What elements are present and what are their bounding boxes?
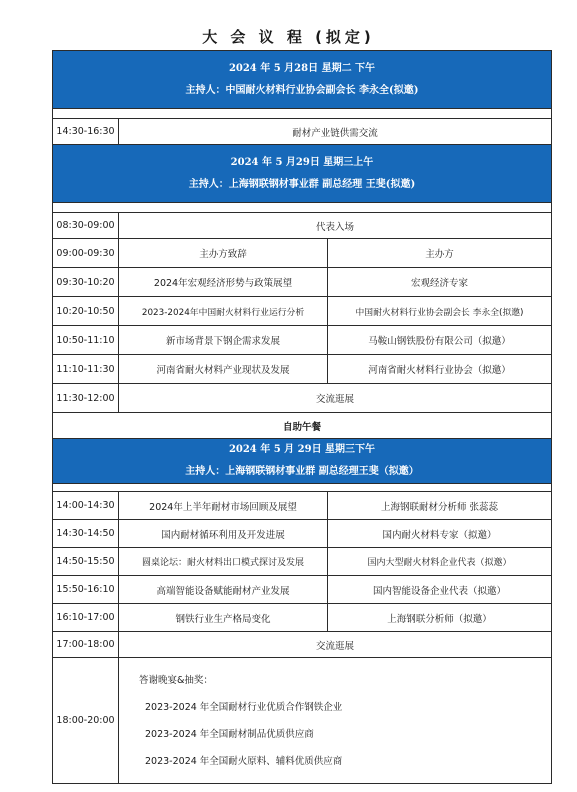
speaker-cell: 国内智能设备企业代表（拟邀） <box>328 576 552 604</box>
session-host: 主持人：中国耐火材料行业协会副会长 李永全(拟邀) <box>185 84 419 96</box>
agenda-row <box>53 548 552 576</box>
activity-cell: 耐材产业链供需交流 <box>119 119 552 145</box>
speaker-cell: 国内大型耐火材料企业代表（拟邀） <box>328 548 552 576</box>
speaker-cell: 马鞍山钢铁股份有限公司（拟邀） <box>328 326 552 355</box>
agenda-row <box>53 384 552 413</box>
topic-cell: 钢铁行业生产格局变化 <box>119 604 328 632</box>
topic-cell: 2024年上半年耐材市场回顾及展望 <box>119 492 328 520</box>
activity-cell: 代表入场 <box>119 213 552 239</box>
session-header <box>53 145 552 203</box>
dinner-row <box>53 658 552 784</box>
agenda-row <box>53 297 552 326</box>
session-header <box>53 439 552 484</box>
topic-cell: 国内耐材循环利用及开发进展 <box>119 520 328 548</box>
agenda-row <box>53 326 552 355</box>
session-header <box>53 51 552 109</box>
agenda-row <box>53 520 552 548</box>
session-date: 2024 年 5 月 29日 星期三下午 <box>228 444 376 455</box>
time-cell: 16:10-17:00 <box>53 604 119 632</box>
spacer-row <box>53 109 552 119</box>
time-cell: 14:00-14:30 <box>53 492 119 520</box>
time-cell: 11:30-12:00 <box>53 384 119 413</box>
topic-cell: 圆桌论坛：耐火材料出口模式探讨及发展 <box>119 548 328 576</box>
agenda-row <box>53 268 552 297</box>
speaker-cell: 国内耐火材料专家（拟邀） <box>328 520 552 548</box>
agenda-row <box>53 576 552 604</box>
topic-cell: 新市场背景下钢企需求发展 <box>119 326 328 355</box>
topic-cell: 2023-2024年中国耐火材料行业运行分析 <box>119 297 328 326</box>
agenda-row <box>53 604 552 632</box>
time-cell: 08:30-09:00 <box>53 213 119 239</box>
activity-cell: 交流逛展 <box>119 384 552 413</box>
spacer-row <box>53 484 552 492</box>
topic-cell: 主办方致辞 <box>119 239 328 268</box>
session-date: 2024 年 5 月29日 星期三上午 <box>230 156 374 168</box>
time-cell: 15:50-16:10 <box>53 576 119 604</box>
award-item: 2023-2024 年全国耐材制品优质供应商 <box>145 728 314 740</box>
agenda-row <box>53 239 552 268</box>
speaker-cell: 宏观经济专家 <box>328 268 552 297</box>
activity-cell: 交流逛展 <box>119 632 552 658</box>
award-item: 2023-2024 年全国耐火原料、辅料优质供应商 <box>145 755 343 767</box>
lunch-label: 自助午餐 <box>53 413 552 439</box>
agenda-row <box>53 632 552 658</box>
session-date: 2024 年 5 月28日 星期二 下午 <box>228 62 376 74</box>
speaker-cell: 上海钢联分析师（拟邀） <box>328 604 552 632</box>
time-cell: 18:00-20:00 <box>53 658 119 784</box>
agenda-row <box>53 492 552 520</box>
time-cell: 14:30-14:50 <box>53 520 119 548</box>
topic-cell: 河南省耐火材料产业现状及发展 <box>119 355 328 384</box>
dinner-details <box>119 658 552 784</box>
topic-cell: 高端智能设备赋能耐材产业发展 <box>119 576 328 604</box>
time-cell: 09:30-10:20 <box>53 268 119 297</box>
dinner-lead: 答谢晚宴&抽奖： <box>139 674 213 686</box>
time-cell: 09:00-09:30 <box>53 239 119 268</box>
page-title: 大 会 议 程 (拟定) <box>202 28 375 46</box>
time-cell: 11:10-11:30 <box>53 355 119 384</box>
award-item: 2023-2024 年全国耐材行业优质合作钢铁企业 <box>145 701 343 713</box>
agenda-row <box>53 119 552 145</box>
spacer-row <box>53 203 552 213</box>
agenda-row <box>53 355 552 384</box>
session-host: 主持人：上海钢联钢材事业群 副总经理 王斐(拟邀) <box>188 178 416 190</box>
topic-cell: 2024年宏观经济形势与政策展望 <box>119 268 328 297</box>
time-cell: 10:50-11:10 <box>53 326 119 355</box>
session-host: 主持人：上海钢联钢材事业群 副总经理王斐（拟邀） <box>185 466 419 477</box>
agenda-row <box>53 213 552 239</box>
time-cell: 14:30-16:30 <box>53 119 119 145</box>
speaker-cell: 主办方 <box>328 239 552 268</box>
time-cell: 17:00-18:00 <box>53 632 119 658</box>
lunch-row <box>53 413 552 439</box>
speaker-cell: 中国耐火材料行业协会副会长 李永全(拟邀) <box>328 297 552 326</box>
agenda-table <box>52 50 552 784</box>
time-cell: 14:50-15:50 <box>53 548 119 576</box>
time-cell: 10:20-10:50 <box>53 297 119 326</box>
speaker-cell: 上海钢联耐材分析师 张蕊蕊 <box>328 492 552 520</box>
speaker-cell: 河南省耐火材料行业协会（拟邀） <box>328 355 552 384</box>
